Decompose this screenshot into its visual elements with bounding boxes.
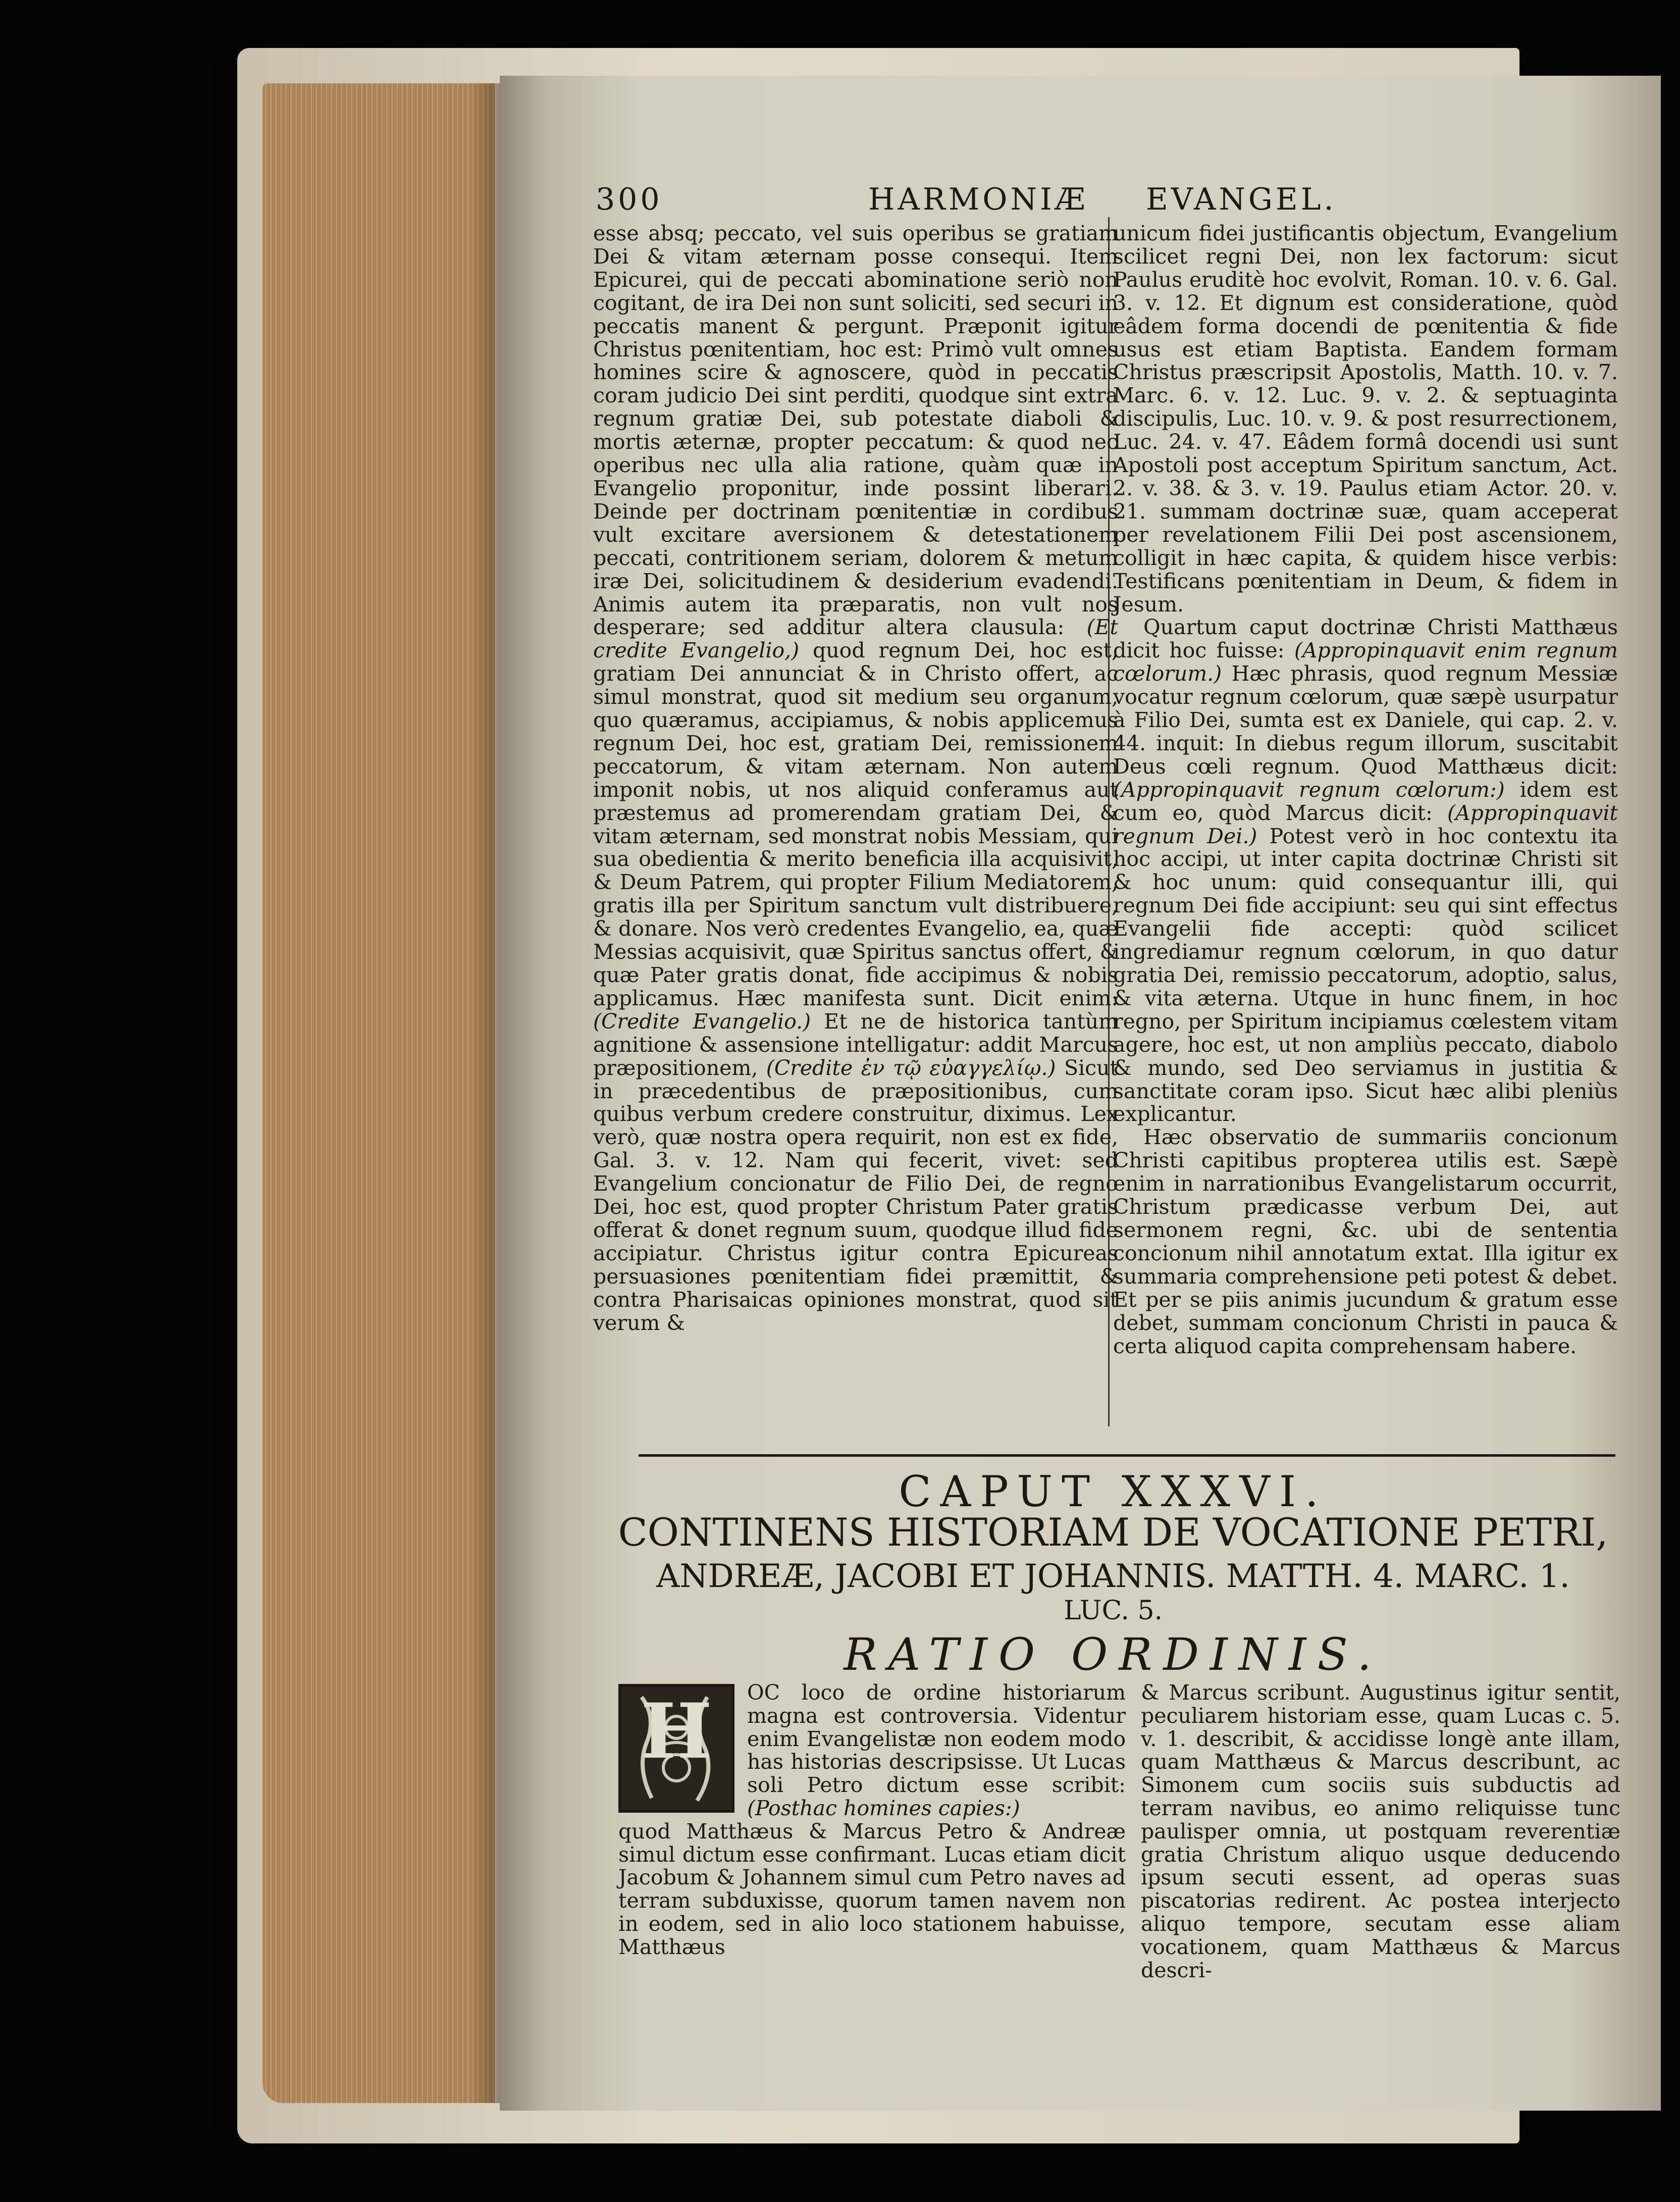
- running-title-left: HARMONIÆ: [868, 182, 1088, 217]
- section-left-column: [618, 1681, 1126, 1959]
- chapter-number: CAPUT XXXVI.: [899, 1467, 1328, 1516]
- right-paragraph-1: unicum fidei justificantis objectum, Evangelium scilicet regni Dei, non lex factorum: sicut Paulus eruditè hoc evolvit, Roman. 10. v. 6. Gal. 3. v. 12. Et dignum est consideratione, quòd eâdem forma docendi de pœnitentia & fide usus est etiam Baptista. Eandem formam Christus præscripsit Apostolis, Matth. 10. v. 7. Marc. 6. v. 12. Luc. 9. v. 2. & septuaginta discipulis, Luc. 10. v. 9. & post resurrectionem, Luc. 24. v. 47. Eâdem formâ docendi usi sunt Apostoli post acceptum Spiritum sanctum, Act. 2. v. 38. & 3. v. 19. Paulus etiam Actor. 20. v. 21. summam doctrinæ suæ, quam acceperat per revelationem Filii Dei post ascensionem, colligit in hæc capita, & quidem hisce verbis: Testificans pœnitentiam in Deum, & fidem in Jesum.: [1113, 221, 1618, 617]
- running-title-right: EVANGEL.: [1146, 182, 1337, 217]
- drop-cap-letter: H: [641, 1687, 712, 1776]
- right-quote-2d: (Appropinquavit regnum cœlorum:): [1113, 777, 1505, 802]
- left-column: [593, 222, 1118, 1335]
- left-quote-2: (Credite Evangelio.): [593, 1009, 811, 1034]
- right-text-2e: idem est cum eo, quòd Marcus dicit:: [1113, 777, 1618, 825]
- page-number: 300: [596, 182, 663, 217]
- right-paragraph-3: Hæc observatio de summariis concionum Christi capitibus propterea utilis est. Sæpè enim in narrationibus Evangelistarum occurrit, Christum prædicasse verbum Dei, aut sermonem regni, &c. ubi de sententia concionum nihil annotatum extat. Illa igitur ex summaria comprehensione peti potest & debet. Et per se piis animis jucundum & gratum esse debet, summam concionum Christi in pauca & certa aliquod capita comprehensam habere.: [1113, 1125, 1618, 1358]
- chapter-title-line-1: CONTINENS HISTORIAM DE VOCATIONE PETRI,: [618, 1510, 1608, 1555]
- left-paragraph: [593, 222, 1118, 1335]
- right-text-2g: Potest verò in hoc contextu ita hoc accipi, ut inter capita doctrinæ Christi sit & hoc unum: quid consequantur illi, qui regnum Dei fide accipiunt: seu qui sint effectus Evangelii fide accepti: quòd scilicet ingrediamur regnum cœlorum, in quo datur gratia Dei, remissio peccatorum, adoptio, salus, & vita æterna. Utque in hunc finem, in hoc regno, per Spiritum incipiamus cœlestem vitam agere, hoc est, ut non ampliùs peccato, diabolo & mundo, sed Deo serviamus in justitia & sanctitate coram ipso. Sicut hæc alibi pleniùs explicantur.: [1113, 824, 1618, 1126]
- right-paragraph-2: [1113, 616, 1618, 1126]
- section-left-text-c: quod Matthæus & Marcus Petro & Andreæ simul dictum esse confirmant. Lucas etiam dicit Jacobum & Johannem simul cum Petro naves ad terram subduxisse, quorum tamen navem non in eodem, sed in alio loco stationem habuisse, Matthæus: [618, 1819, 1126, 1959]
- section-left-lead: [747, 1681, 1126, 1820]
- section-left-quote: (Posthac homines capies:): [747, 1796, 1020, 1820]
- left-text-4: Sicut in præcedentibus de præpositionibus, cum quibus verbum credere construitur, diximus. Lex verò, quæ nostra opera requirit, non est ex fide, Gal. 3. v. 12. Nam qui fecerit, vivet: sed Evangelium concionatur de Filio Dei, de regno Dei, hoc est, quod propter Christum Pater gratis offerat & donet regnum suum, quodque illud fide accipiatur. Christus igitur contra Epicureas persuasiones pœnitentiam fidei præmittit, & contra Pharisaicas opiniones monstrat, quod sit verum &: [593, 1055, 1118, 1335]
- left-quote-1: (Et credite Evangelio,): [593, 615, 1118, 663]
- right-text-2c: Hæc phrasis, quod regnum Messiæ vocatur regnum cœlorum, quæ sæpè usurpatur à Filio Dei, sumta est ex Daniele, qui cap. 2. v. 44. inquit: In diebus regum illorum, suscitabit Deus cœli regnum. Quod Matthæus dicit:: [1113, 661, 1618, 779]
- left-text-2: quod regnum Dei, hoc est, gratiam Dei annunciat & in Christo offert, ac simul monstrat, quod sit medium seu organum, quo quæramus, accipiamus, & nobis applicemus regnum Dei, hoc est, gratiam Dei, remissionem peccatorum, & vitam æternam. Non autem imponit nobis, ut nos aliquid conferamus aut præstemus ad promerendam gratiam Dei, & vitam æternam, sed monstrat nobis Messiam, qui sua obedientia & merito beneficia illa acquisivit, & Deum Patrem, qui propter Filium Mediatorem, gratis illa per Spiritum sanctum vult distribuere, & donare. Nos verò credentes Evangelio, ea, quæ Messias acquisivit, quæ Spiritus sanctus offert, & quæ Pater gratis donat, fide accipimus & nobis applicamus. Hæc manifesta sunt. Dicit enim:: [593, 638, 1118, 1010]
- left-text-1: esse absq; peccato, vel suis operibus se gratiam Dei & vitam æternam posse consequi. Item Epicurei, qui de peccati abominatione seriò non cogitant, de ira Dei non sunt soliciti, sed securi in peccatis manent & pergunt. Præponit igitur Christus pœnitentiam, hoc est: Primò vult omnes homines scire & agnoscere, quòd in peccatis coram judicio Dei sint perditi, quodque sint extra regnum gratiæ Dei, sub potestate diaboli & mortis æternæ, propter peccatum: & quod nec operibus nec ulla alia ratione, quàm quæ in Evangelio proponitur, inde possint liberari. Deinde per doctrinam pœnitentiæ in cordibus vult excitare aversionem & detestationem peccati, contritionem seriam, dolorem & metum iræ Dei, solicitudinem & desiderium evadendi. Animis autem ita præparatis, non vult nos desperare; sed additur altera clausula:: [593, 221, 1118, 640]
- right-text-2a: Quartum caput doctrinæ Christi Matthæus dicit hoc fuisse:: [1113, 615, 1618, 663]
- chapter-title-line-3: LUC. 5.: [1063, 1596, 1163, 1626]
- right-quote-2f: (Appropinquavit regnum Dei.): [1113, 800, 1618, 848]
- section-heading: RATIO ORDINIS.: [844, 1628, 1383, 1680]
- section-rule: [639, 1454, 1615, 1457]
- section-right-column: & Marcus scribunt. Augustinus igitur sentit, peculiarem historiam esse, quam Lucas c. 5. v. 1. describit, & accidisse longè ante illam, quam Matthæus & Marcus describunt, ac Simonem cum sociis suis subductis ad terram navibus, eo animo reliquisse tunc paulisper omnia, ut postquam reverentiæ gratia Christum aliquo usque deducendo ipsum secuti essent, ad operas suas piscatorias redirent. Ac postea interjecto aliquo tempore, secutam esse aliam vocationem, quam Matthæus & Marcus descri-: [1141, 1680, 1620, 1982]
- left-text-3: Et ne de historica tantùm agnitione & assensione intelligatur: addit Marcus præpositionem,: [593, 1009, 1118, 1080]
- right-quote-2b: (Appropinquavit enim regnum cœlorum.): [1113, 638, 1618, 686]
- right-column: [1113, 222, 1618, 1358]
- section-left-text-a: OC loco de ordine historiarum magna est controversia. Videntur enim Evangelistæ non eodem modo has historias descripsisse. Ut Lucas soli Petro dictum esse scribit:: [747, 1680, 1126, 1798]
- chapter-title-line-2: ANDREÆ, JACOBI ET JOHANNIS. MATTH. 4. MARC. 1.: [656, 1558, 1570, 1595]
- left-quote-3: (Credite ἐν τῷ εὐαγγελίῳ.): [766, 1055, 1056, 1080]
